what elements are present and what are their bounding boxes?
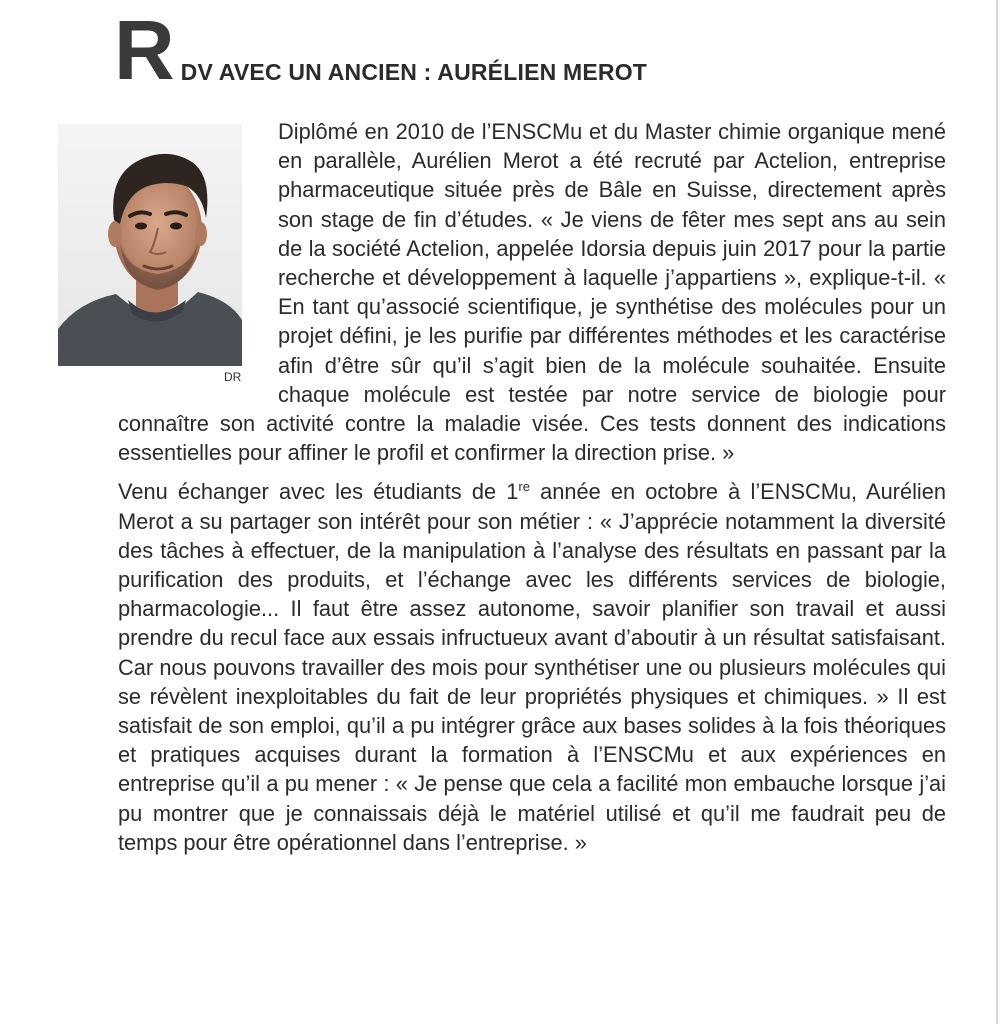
drop-cap-letter: R (114, 3, 173, 97)
paragraph-2-rest: année en octobre à l’ENSCMu, Aurélien Merot a su partager son intérêt pour son métier : « J’apprécie notamment la diversité des tâches à effectuer, de la manipulation à l’analyse des résultats en passant par la purification des produits, et l’échange avec les différents services de biologie, pharmacologie... Il faut être assez autonome, savoir planifier son travail et aussi prendre du recul face aux essais infructueux avant d’aboutir à un résultat satisfaisant. Car nous pouvons travailler des mois pour synthétiser une ou plusieurs molécules qui se révèlent inexploitables du fait de leur propriétés physiques et chimiques. » Il est satisfait de son emploi, qu’il a pu intégrer grâce aux bases solides à la fois théoriques et pratiques acquises durant la formation à l’ENSCMu et aux expériences en entreprise qu’il a pu mener : « Je pense que cela a facilité mon embauche lorsque j’ai pu montrer que je connaissais déjà le matériel utilisé et qu’il me faudrait peu de temps pour être opérationnel dans l’entreprise. » (118, 479, 946, 855)
photo-credit: DR (224, 370, 242, 384)
photo-wrap-spacer (118, 117, 278, 399)
article-paragraph-1: Diplômé en 2010 de l’ENSCMu et du Master chimie organique mené en parallèle, Aurélien Merot a été recruté par Actelion, entreprise pharmaceutique située près de Bâle en Suisse, directement après son stage de fin d’études. « Je viens de fêter mes sept ans au sein de la société Actelion, appelée Idorsia depuis juin 2017 pour la partie recherche et développement à laquelle j’appartiens », explique-t-il. « En tant qu’associé scientifique, je synthétise des molécules pour un projet défini, je les purifie par différentes méthodes et les caractérise afin d’être sûr qu’il s’agit bien de la molécule souhaitée. Ensuite chaque molécule est testée par notre service de biologie pour connaître son activité contre la maladie visée. Ces tests donnent des indications essentielles pour affiner le profil et confirmer la direction prise. » (118, 119, 946, 466)
article-paragraph-2 (118, 477, 946, 857)
ordinal-superscript: re (518, 479, 530, 495)
article-body (118, 117, 946, 857)
article-title: DV AVEC UN ANCIEN : AURÉLIEN MEROT (180, 59, 648, 85)
article-heading (114, 3, 648, 97)
paragraph-2-start: Venu échanger avec les étudiants de 1 (118, 479, 519, 505)
